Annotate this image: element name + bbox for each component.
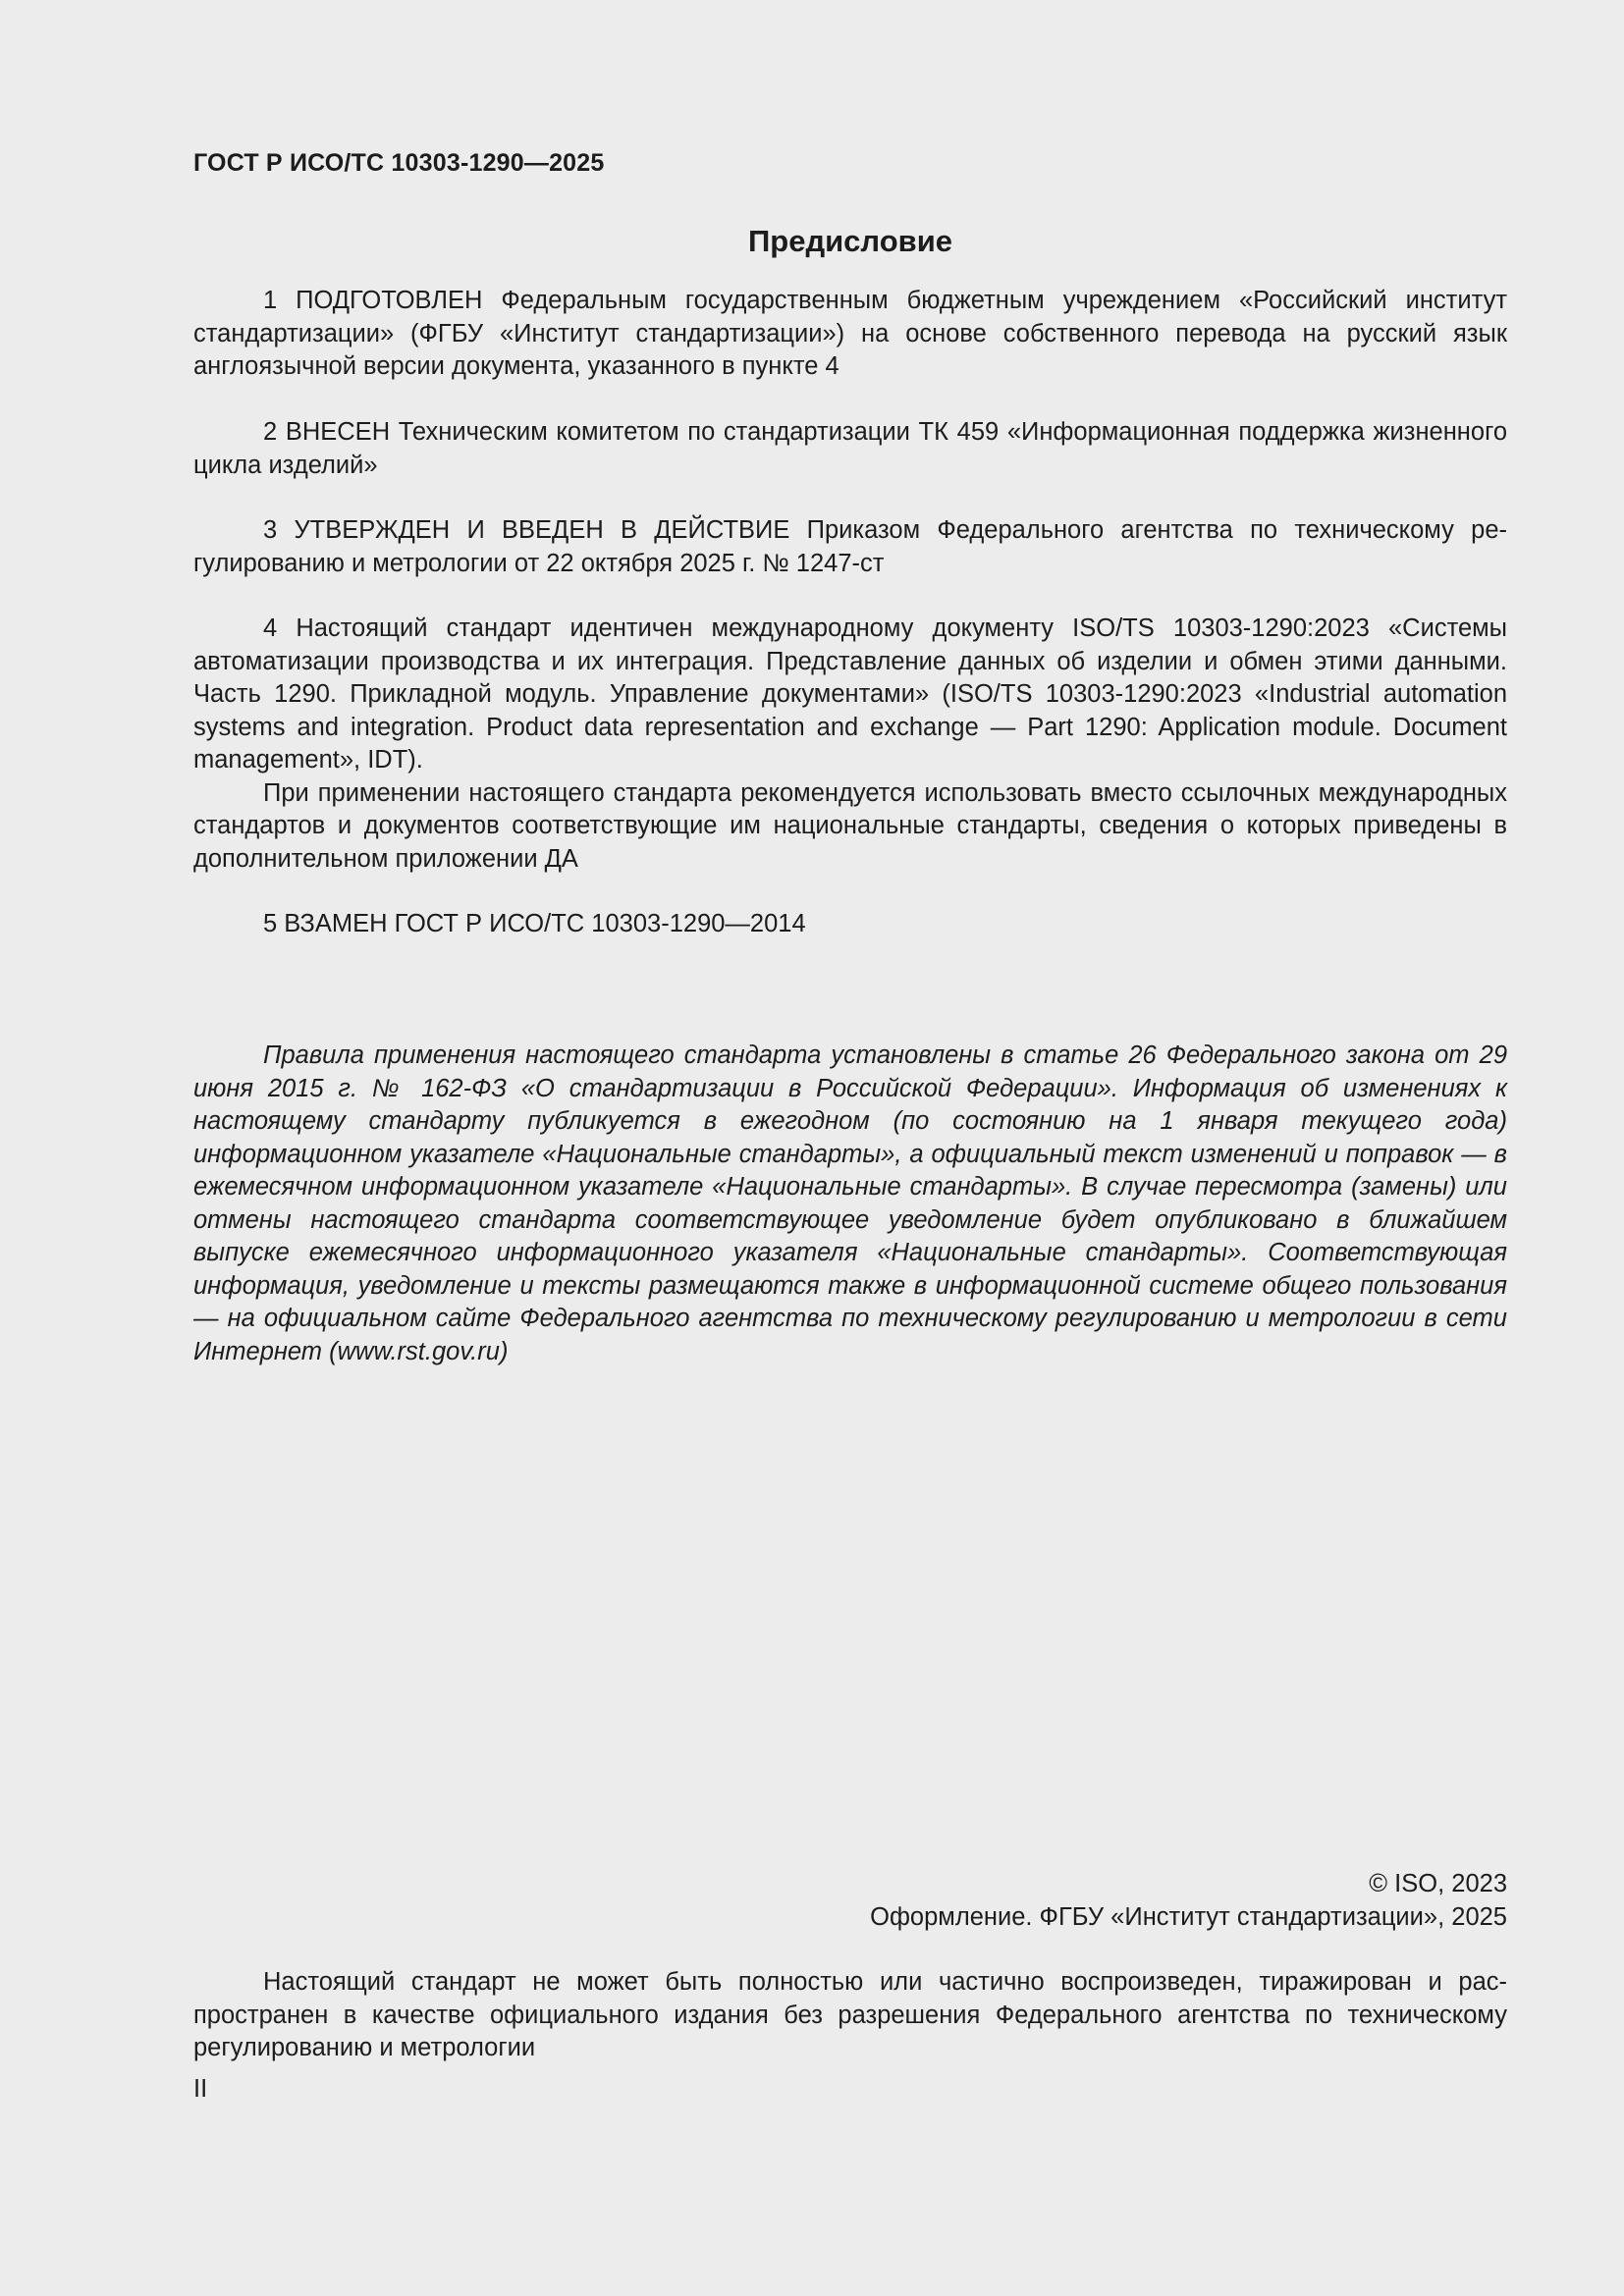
copyright-iso: © ISO, 2023	[1369, 1870, 1507, 1897]
foreword-item-1	[193, 285, 1507, 384]
foreword-item-2	[193, 416, 1507, 482]
copyright-design: Оформление. ФГБУ «Институт стандартизации», 2025	[870, 1903, 1507, 1931]
reproduction-notice	[193, 1966, 1507, 2065]
application-rules-note	[193, 1040, 1507, 1368]
foreword-item-1-text: 1 ПОДГОТОВЛЕН Федеральным государственным бюджетным учреждением «Российский институт стандартизации» (ФГБУ «Институт стандартизации») на основе собственного перевода на русский язык англоязычной версии документа, указанного в пункте 4	[193, 287, 1507, 380]
foreword-item-5	[193, 908, 1507, 941]
foreword-item-5-text: 5 ВЗАМЕН ГОСТ Р ИСО/ТС 10303-1290—2014	[263, 910, 806, 937]
foreword-item-2-text: 2 ВНЕСЕН Техническим комитетом по стандартизации ТК 459 «Информационная поддержка жизненного цикла изделий»	[193, 418, 1507, 479]
document-code-header: ГОСТ Р ИСО/ТС 10303-1290—2025	[193, 149, 605, 177]
foreword-item-4-note: При применении настоящего стандарта рекомендуется использовать вместо ссылочных международных стандартов и документов соответствующие им национальные стандарты, сведения о которых приведены в дополнительном приложении ДА	[193, 778, 1507, 873]
page-title: Предисловие	[747, 224, 952, 258]
foreword-item-4-text: 4 Настоящий стандарт идентичен международному документу ISO/TS 10303-1290:2023 «Системы автоматизации производства и их интеграция. Представление данных об изделии и обмен этими данными. Часть 1290. Прикладной модуль. Управление документами» (ISO/TS 10303-1290:2023 «Industrial automation systems and integration. Product data representation and exchange — Part 1290: Application module. Document management», IDT).	[193, 614, 1507, 774]
reproduction-notice-text: Настоящий стандарт не может быть полностью или частично воспроизведен, тиражирован и распространен в качестве официального издания без разрешения Федерального агентства по техническому регулированию и метрологии	[193, 1968, 1507, 2061]
page-number: II	[193, 2075, 208, 2103]
foreword-item-3	[193, 514, 1507, 580]
foreword-item-4	[193, 613, 1507, 876]
application-rules-text: Правила применения настоящего стандарта установлены в статье 26 Федерального закона от 29 июня 2015 г. № 162-ФЗ «О стандартизации в Российской Федерации». Информация об изменениях к настоящему стандарту публикуется в ежегодном (по состоянию на 1 января текущего года) информационном указателе «Национальные стандарты», а официальный текст изменений и поправок — в ежемесячном информационном указателе «Национальные стандарты». В случае пересмотра (замены) или отмены настоящего стандарта соответствующее уведомление будет опубликовано в ближайшем выпуске ежемесячного информационного указателя «Национальные стандарты». Соответствующая информация, уведомление и тексты размещаются также в информационной системе общего пользования — на официальном сайте Федерального агентства по техническому регулированию и метрологии в сети Интернет (www.rst.gov.ru)	[193, 1041, 1507, 1365]
foreword-item-3-text: 3 УТВЕРЖДЕН И ВВЕДЕН В ДЕЙСТВИЕ Приказом Федерального агентства по техническому регулированию и метрологии от 22 октября 2025 г. № 1247-ст	[193, 516, 1507, 577]
